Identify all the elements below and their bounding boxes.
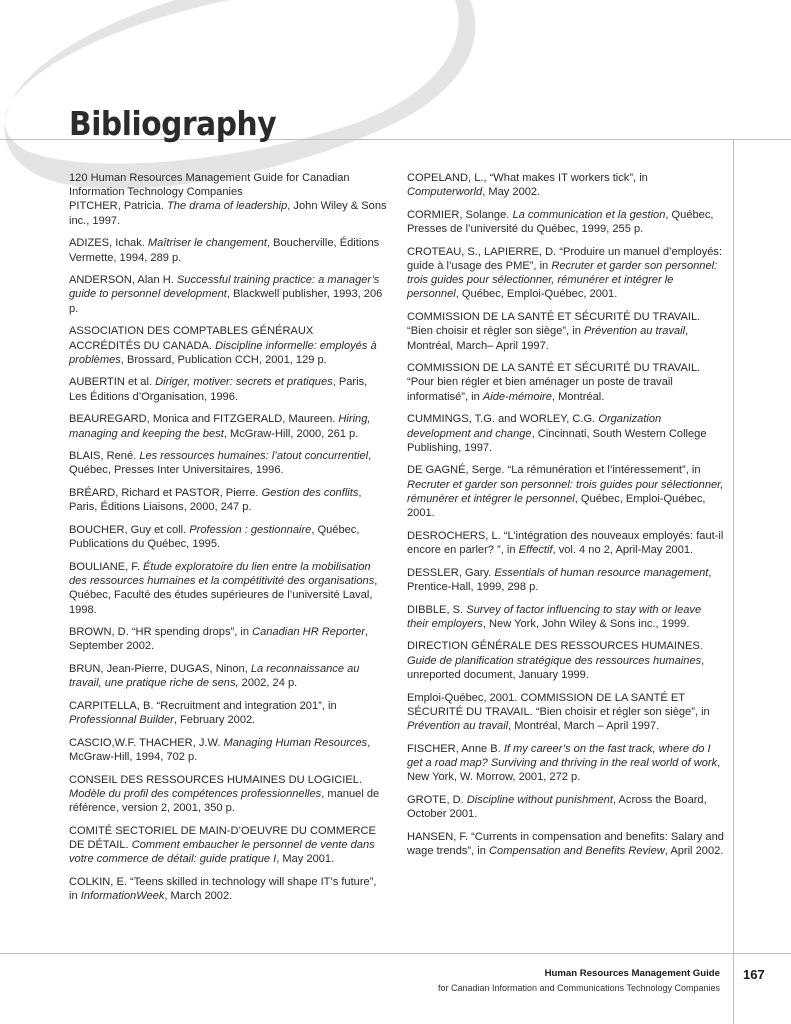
bibliography-left-column <box>69 171 387 912</box>
entry-text: , Québec, Publications du Québec, 1995. <box>69 524 360 551</box>
entry-text: , New York, W. Morrow, 2001, 272 p. <box>407 756 721 784</box>
entry-text: CORMIER, Solange. <box>407 208 513 221</box>
entry-text: , Québec, Faculté des études supérieures de l’université Laval, 1998. <box>69 575 378 616</box>
entry-text: BRUN, Jean-Pierre, DUGAS, Ninon, <box>69 663 251 676</box>
bibliography-entry <box>69 699 387 727</box>
bibliography-right-column <box>407 171 725 867</box>
entry-text: , February 2002. <box>173 714 256 727</box>
entry-text: ASSOCIATION DES COMPTABLES GÉNÉRAUX ACCRÉDITÉS DU CANADA. <box>69 325 314 352</box>
entry-text: CUMMINGS, T.G. and WORLEY, C.G. <box>407 413 599 426</box>
entry-text: COPELAND, L., “What makes IT workers tick”, in <box>407 172 648 184</box>
entry-title-italic: Professionnal Builder <box>69 714 174 727</box>
entry-text: GROTE, D. <box>407 793 467 806</box>
entry-title-italic: Successful training practice: a manager’s guide to personnel development <box>69 274 380 301</box>
entry-title-italic: Compensation and Benefits Review <box>489 844 665 857</box>
entry-text: , McGraw-Hill, 1994, 702 p. <box>69 737 371 764</box>
margin-rule <box>733 139 734 1024</box>
entry-text: AUBERTIN et al. <box>69 376 156 389</box>
entry-text: ADIZES, Ichak. <box>69 237 148 250</box>
bibliography-entry <box>69 773 387 816</box>
entry-title-italic: If my career’s on the fast track, where do I get a road map? Surviving and thriving in the real world of work <box>407 742 718 769</box>
bibliography-entry <box>69 560 387 617</box>
bibliography-entry <box>69 875 387 903</box>
bibliography-entry <box>69 273 387 316</box>
bibliography-entry <box>407 793 725 821</box>
entry-text: , Across the Board, October 2001. <box>407 793 707 821</box>
entry-title-italic: Discipline informelle: employés à problèmes <box>69 339 377 366</box>
bibliography-entry <box>69 199 387 227</box>
entry-text: BRÉARD, Richard et PASTOR, Pierre. <box>69 487 262 500</box>
entry-text: CROTEAU, S., LAPIERRE, D. “Produire un manuel d’employés: guide à l’usage des PME”, in <box>407 245 723 273</box>
entry-text: , Boucherville, Éditions Vermette, 1994, 289 p. <box>69 237 380 264</box>
entry-text: , unreported document, January 1999. <box>407 654 705 681</box>
entry-text: , vol. 4 no 2, April-May 2001. <box>552 543 694 556</box>
entry-title-italic: Aide-mémoire <box>482 390 552 403</box>
entry-text: COMITÉ SECTORIEL DE MAIN-D’OEUVRE DU COMMERCE DE DÉTAIL. <box>69 825 376 852</box>
entry-text: , September 2002. <box>69 626 369 653</box>
bibliography-entry <box>69 736 387 764</box>
entry-text: CONSEIL DES RESSOURCES HUMAINES DU LOGICIEL. <box>69 773 363 786</box>
entry-text: , Québec, Emploi-Québec, 2001. <box>455 288 618 301</box>
entry-title-italic: Hiring, managing and keeping the best <box>69 413 371 440</box>
bibliography-entry <box>407 830 725 858</box>
entry-title-italic: La communication et la gestion <box>512 208 666 221</box>
entry-text: , Québec, Presses Inter Universitaires, 1996. <box>69 450 372 477</box>
entry-text: , Montréal. <box>551 390 605 403</box>
bibliography-entry <box>407 639 725 682</box>
entry-text: BOUCHER, Guy et coll. <box>69 524 190 537</box>
bibliography-entry <box>407 208 725 236</box>
entry-title-italic: Essentials of human resource management <box>494 566 709 579</box>
bibliography-entry <box>69 324 387 367</box>
footer-rule <box>0 953 791 954</box>
entry-title-italic: Gestion des conflits <box>261 487 359 500</box>
entry-title-italic: Managing Human Resources <box>223 737 368 749</box>
bibliography-entry <box>69 523 387 551</box>
entry-title-italic: Modèle du profil des compétences professionnelles <box>69 788 322 801</box>
entry-text: CARPITELLA, B. “Recruitment and integration 201”, in <box>69 700 337 713</box>
entry-text: Emploi-Québec, 2001. COMMISSION DE LA SANTÉ ET SÉCURITÉ DU TRAVAIL. “Bien choisir et régler son siège”, in <box>407 691 710 718</box>
bibliography-entry <box>69 412 387 440</box>
entry-title-italic: Organization development and change <box>407 413 662 440</box>
bibliography-entry <box>407 310 725 353</box>
entry-text: BEAUREGARD, Monica and FITZGERALD, Maureen. <box>69 413 339 426</box>
entry-title-italic: La reconnaissance au travail, une pratique riche de sens, <box>69 663 360 690</box>
entry-text: , March 2002. <box>164 890 233 903</box>
entry-title-italic: Survey of factor influencing to stay with or leave their employers <box>407 603 702 630</box>
entry-title-italic: Canadian HR Reporter <box>252 626 365 639</box>
entry-text: DESROCHERS, L. “L’intégration des nouveaux employés: faut-il encore en parler? ”, in <box>407 529 724 556</box>
entry-title-italic: Computerworld <box>407 186 483 199</box>
bibliography-entry <box>407 412 725 455</box>
entry-text: COMMISSION DE LA SANTÉ ET SÉCURITÉ DU TRAVAIL. “Bien choisir et régler son siège”, in <box>407 311 701 338</box>
entry-title-italic: Guide de planification stratégique des ressources humaines <box>407 654 702 667</box>
entry-text: DE GAGNÉ, Serge. “La rémunération et l’intéressement”, in <box>407 464 701 477</box>
entry-text: , May 2001. <box>276 853 335 866</box>
entry-text: , May 2002. <box>482 186 541 199</box>
entry-title-italic: Maîtriser le changement <box>147 237 267 250</box>
bibliography-entry <box>407 463 725 520</box>
bibliography-entry <box>69 625 387 653</box>
bibliography-entry <box>69 824 387 867</box>
entry-text: HANSEN, F. “Currents in compensation and benefits: Salary and wage trends”, in <box>407 830 724 857</box>
entry-text: FISCHER, Anne B. <box>407 742 504 755</box>
entry-title-italic: Profession : gestionnaire <box>189 524 312 537</box>
entry-text: , Montréal, March – April 1997. <box>508 720 660 732</box>
entry-text: , April 2002. <box>664 844 724 857</box>
bibliography-entry <box>407 529 725 557</box>
entry-text: COLKIN, E. “Teens skilled in technology will shape IT’s future”, in <box>69 876 377 903</box>
entry-text: , Paris, Les Éditions d’Organisation, 1996. <box>69 376 368 403</box>
page-title: Bibliography <box>69 104 277 143</box>
entry-text: , New York, John Wiley & Sons inc., 1999. <box>482 617 690 630</box>
bibliography-entry <box>69 171 387 199</box>
entry-title-italic: Étude exploratoire du lien entre la mobilisation des ressources humaines et la compétitivité des organisations <box>69 560 375 588</box>
entry-text: , Prentice-Hall, 1999, 298 p. <box>407 566 712 593</box>
bibliography-entry <box>407 603 725 631</box>
entry-title-italic: Prévention au travail <box>407 720 509 732</box>
bibliography-entry <box>69 662 387 690</box>
entry-text: , Québec, Emploi-Québec, 2001. <box>407 492 706 520</box>
footer-guide-subtitle: for Canadian Information and Communications Technology Companies <box>438 983 720 993</box>
entry-text: , manuel de référence, version 2, 2001, 350 p. <box>69 788 380 815</box>
entry-title-italic: Recruter et garder son personnel: trois guides pour sélectionner, rémunérer et intégrer le personnel <box>407 260 718 301</box>
page-number: 167 <box>743 967 765 982</box>
entry-title-italic: InformationWeek <box>80 890 165 903</box>
entry-text: 2002, 24 p. <box>238 677 298 690</box>
entry-title-italic: Diriger, motiver: secrets et pratiques <box>155 376 333 389</box>
entry-text: PITCHER, Patricia. <box>69 200 168 213</box>
bibliography-entry <box>69 375 387 403</box>
entry-text: , Brossard, Publication CCH, 2001, 129 p. <box>120 353 327 366</box>
entry-title-italic: Effectif <box>518 543 553 556</box>
bibliography-entry <box>407 171 725 199</box>
entry-text: BOULIANE, F. <box>69 560 143 573</box>
entry-text: 120 Human Resources Management Guide for Canadian Information Technology Companies <box>69 172 350 199</box>
entry-text: , Paris, Éditions Liaisons, 2000, 247 p. <box>69 487 362 514</box>
bibliography-entry <box>407 361 725 404</box>
bibliography-entry <box>407 742 725 785</box>
entry-text: , Cincinnati, South Western College Publishing, 1997. <box>407 427 707 454</box>
entry-text: ANDERSON, Alan H. <box>69 274 177 287</box>
entry-text: , John Wiley & Sons inc., 1997. <box>69 200 387 227</box>
entry-title-italic: Comment embaucher le personnel de vente dans votre commerce de détail: guide pratique I <box>69 839 375 866</box>
entry-text: , Montréal, March– April 1997. <box>407 325 689 352</box>
entry-title-italic: Discipline without punishment <box>466 793 613 806</box>
bibliography-entry <box>69 236 387 264</box>
entry-title-italic: Les ressources humaines: l’atout concurrentiel <box>139 450 369 463</box>
bibliography-entry <box>69 486 387 514</box>
bibliography-entry <box>69 449 387 477</box>
entry-text: DIRECTION GÉNÉRALE DES RESSOURCES HUMAINES. <box>407 640 703 653</box>
entry-text: , McGraw-Hill, 2000, 261 p. <box>223 427 359 440</box>
entry-text: , Blackwell publisher, 1993, 206 p. <box>69 288 383 315</box>
entry-text: BLAIS, René. <box>69 450 140 463</box>
entry-text: CASCIO,W.F. THACHER, J.W. <box>69 737 224 749</box>
bibliography-entry <box>407 691 725 734</box>
bibliography-entry <box>407 245 725 302</box>
footer-guide-title: Human Resources Management Guide <box>544 968 720 979</box>
entry-title-italic: Prévention au travail <box>583 325 686 338</box>
entry-text: , Québec, Presses de l’université du Québec, 1999, 255 p. <box>407 208 714 236</box>
entry-title-italic: Recruter et garder son personnel: trois guides pour sélectionner, rémunérer et intégrer le personnel <box>407 478 724 505</box>
entry-text: COMMISSION DE LA SANTÉ ET SÉCURITÉ DU TRAVAIL. “Pour bien régler et bien aménager un poste de travail informatisé”, in <box>407 362 701 403</box>
bibliography-entry <box>407 566 725 594</box>
entry-text: DESSLER, Gary. <box>407 566 495 579</box>
entry-title-italic: The drama of leadership <box>167 200 288 213</box>
entry-text: BROWN, D. “HR spending drops”, in <box>69 626 253 639</box>
entry-text: DIBBLE, S. <box>407 603 467 616</box>
